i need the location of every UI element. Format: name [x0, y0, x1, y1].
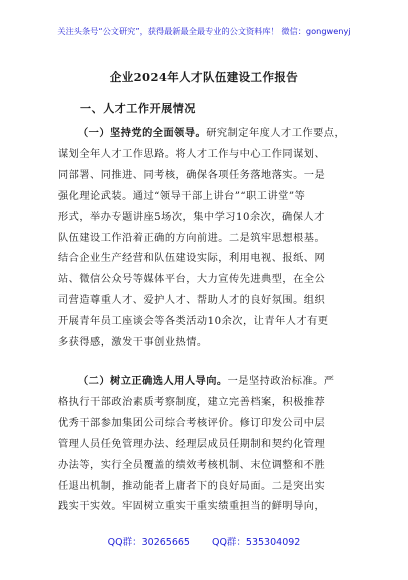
paragraph-line: 队伍建设工作沿着正确的方向前进。二是筑牢思想根基。: [58, 232, 326, 244]
paragraph-line: 开展青年员工座谈会等各类活动10余次，让青年人才有更: [58, 316, 329, 328]
paragraph-line: 形式，举办专题讲座5场次，集中学习10余次，确保人才: [58, 211, 325, 223]
paragraph-talent-selection: [58, 371, 358, 518]
paragraph-line: 结合企业生产经营和队伍建设实际，利用电视、报纸、网: [58, 253, 326, 265]
paragraph-line: 办法等，实行全员覆盖的绩效考核机制、末位调整和不胜: [58, 459, 326, 471]
paragraph-line: （二）树立正确选人用人导向。一是坚持政治标准。严: [78, 375, 335, 387]
footer-contact: [0, 534, 408, 548]
paragraph-line: （一）坚持党的全面领导。研究制定年度人才工作要点，: [78, 127, 346, 139]
paragraph-line: 强化理论武装。通过“领导干部上讲台”“职工讲堂”等: [58, 190, 306, 202]
paragraph-line: 任退出机制，推动能者上庸者下的良好局面。二是突出实: [58, 480, 326, 492]
paragraph-line: 多获得感，激发干事创业热情。: [58, 337, 208, 349]
paragraph-line: 站、微信公众号等媒体平台，大力宣传先进典型，在全公: [58, 274, 326, 286]
document-title: 企业2024年人才队伍建设工作报告: [109, 70, 299, 84]
footer-qq-group-2: QQ群：535304092: [211, 537, 301, 548]
paragraph-line: 格执行干部政治素质考察制度，建立完善档案，积极推荐: [58, 396, 326, 408]
paragraph-line: 司营造尊重人才、爱护人才、帮助人才的良好氛围。组织: [58, 295, 326, 307]
paragraph-line: 谋划全年人才工作思路。将人才工作与中心工作同谋划、: [58, 148, 326, 160]
paragraph-line: 管理人员任免管理办法、经理层成员任期制和契约化管理: [58, 438, 326, 450]
paragraph-lead: （二）树立正确选人用人导向。: [78, 375, 228, 387]
header-notice: 关注头条号“公文研究”，获得最新最全最专业的公文资料库！ 微信：gongwenyj: [57, 26, 351, 36]
paragraph-line: 优秀干部参加集团公司综合考核评价。修订印发公司中层: [58, 417, 326, 429]
paragraph-line: 同部署、同推进、同考核，确保各项任务落地落实。一是: [58, 169, 326, 181]
paragraph-lead: （一）坚持党的全面领导。: [78, 127, 207, 139]
paragraph-line: 践实干实效。牢固树立重实干重实绩重担当的鲜明导向，: [58, 501, 326, 513]
footer-qq-group-1: QQ群：30265665: [107, 537, 190, 548]
paragraph-party-leadership: [58, 123, 358, 354]
section-heading: 一、人才工作开展情况: [80, 102, 196, 115]
